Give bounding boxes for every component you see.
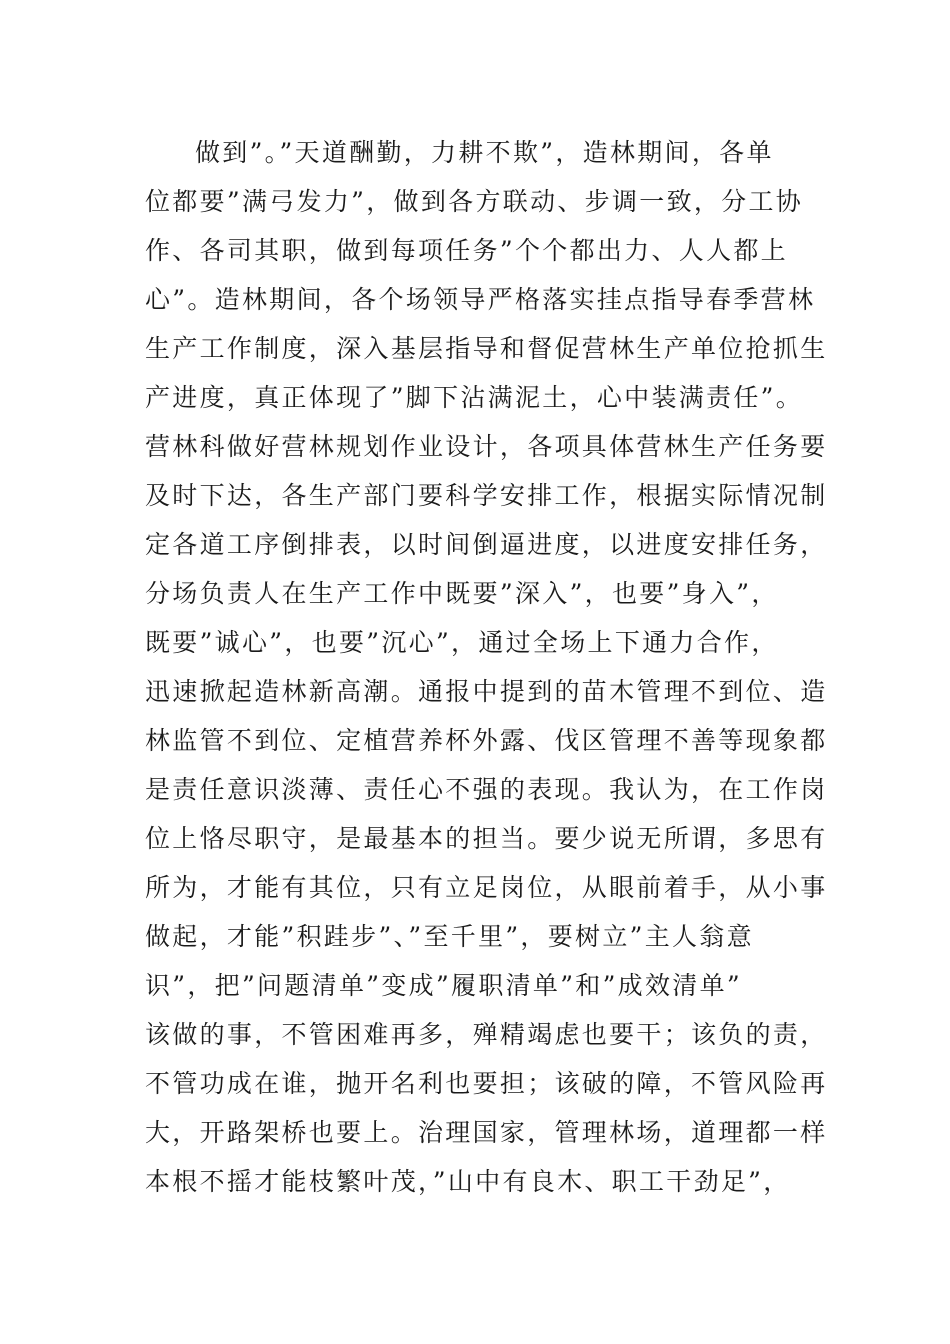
- text-line: 迅速掀起造林新高潮。通报中提到的苗木管理不到位、造: [145, 677, 828, 706]
- text-line: 位都要”满弓发力”，做到各方联动、步调一致，分工协: [145, 187, 804, 216]
- text-line: 大，开路架桥也要上。治理国家，管理林场，道理都一样: [145, 1118, 828, 1147]
- text-line: 定各道工序倒排表，以时间倒逼进度，以进度安排任务，: [145, 530, 828, 559]
- text-line: 是责任意识淡薄、责任心不强的表现。我认为，在工作岗: [145, 775, 828, 804]
- text-line: 位上恪尽职守，是最基本的担当。要少说无所谓，多思有: [145, 824, 828, 853]
- text-line: 既要”诚心”，也要”沉心”，通过全场上下通力合作，: [145, 628, 779, 657]
- text-line: 心”。造林期间，各个场领导严格落实挂点指导春季营林: [145, 285, 816, 314]
- text-line: 该做的事，不管困难再多，殚精竭虑也要干；该负的责，: [145, 1020, 828, 1049]
- text-line: 本根不摇才能枝繁叶茂，”山中有良木、职工干劲足”，: [145, 1167, 791, 1196]
- text-line: 做到”。”天道酬勤，力耕不欺”，造林期间，各单: [195, 138, 774, 167]
- text-line: 生产工作制度，深入基层指导和督促营林生产单位抢抓生: [145, 334, 828, 363]
- text-line: 做起，才能”积跬步”、”至千里”，要树立”主人翁意: [145, 922, 754, 951]
- text-line: 所为，才能有其位，只有立足岗位，从眼前着手，从小事: [145, 873, 828, 902]
- text-line: 及时下达，各生产部门要科学安排工作，根据实际情况制: [145, 481, 828, 510]
- text-line: 不管功成在谁，抛开名利也要担；该破的障，不管风险再: [145, 1069, 828, 1098]
- text-line: 产进度，真正体现了”脚下沾满泥土，心中装满责任”。: [145, 383, 804, 412]
- text-line: 分场负责人在生产工作中既要”深入”，也要”身入”，: [145, 579, 779, 608]
- body-paragraph: [145, 128, 828, 1206]
- text-line: 识”，把”问题清单”变成”履职清单”和”成效清单”: [145, 971, 742, 1000]
- text-line: 营林科做好营林规划作业设计，各项具体营林生产任务要: [145, 432, 828, 461]
- text-line: 林监管不到位、定植营养杯外露、伐区管理不善等现象都: [145, 726, 828, 755]
- text-line: 作、各司其职，做到每项任务”个个都出力、人人都上: [145, 236, 788, 265]
